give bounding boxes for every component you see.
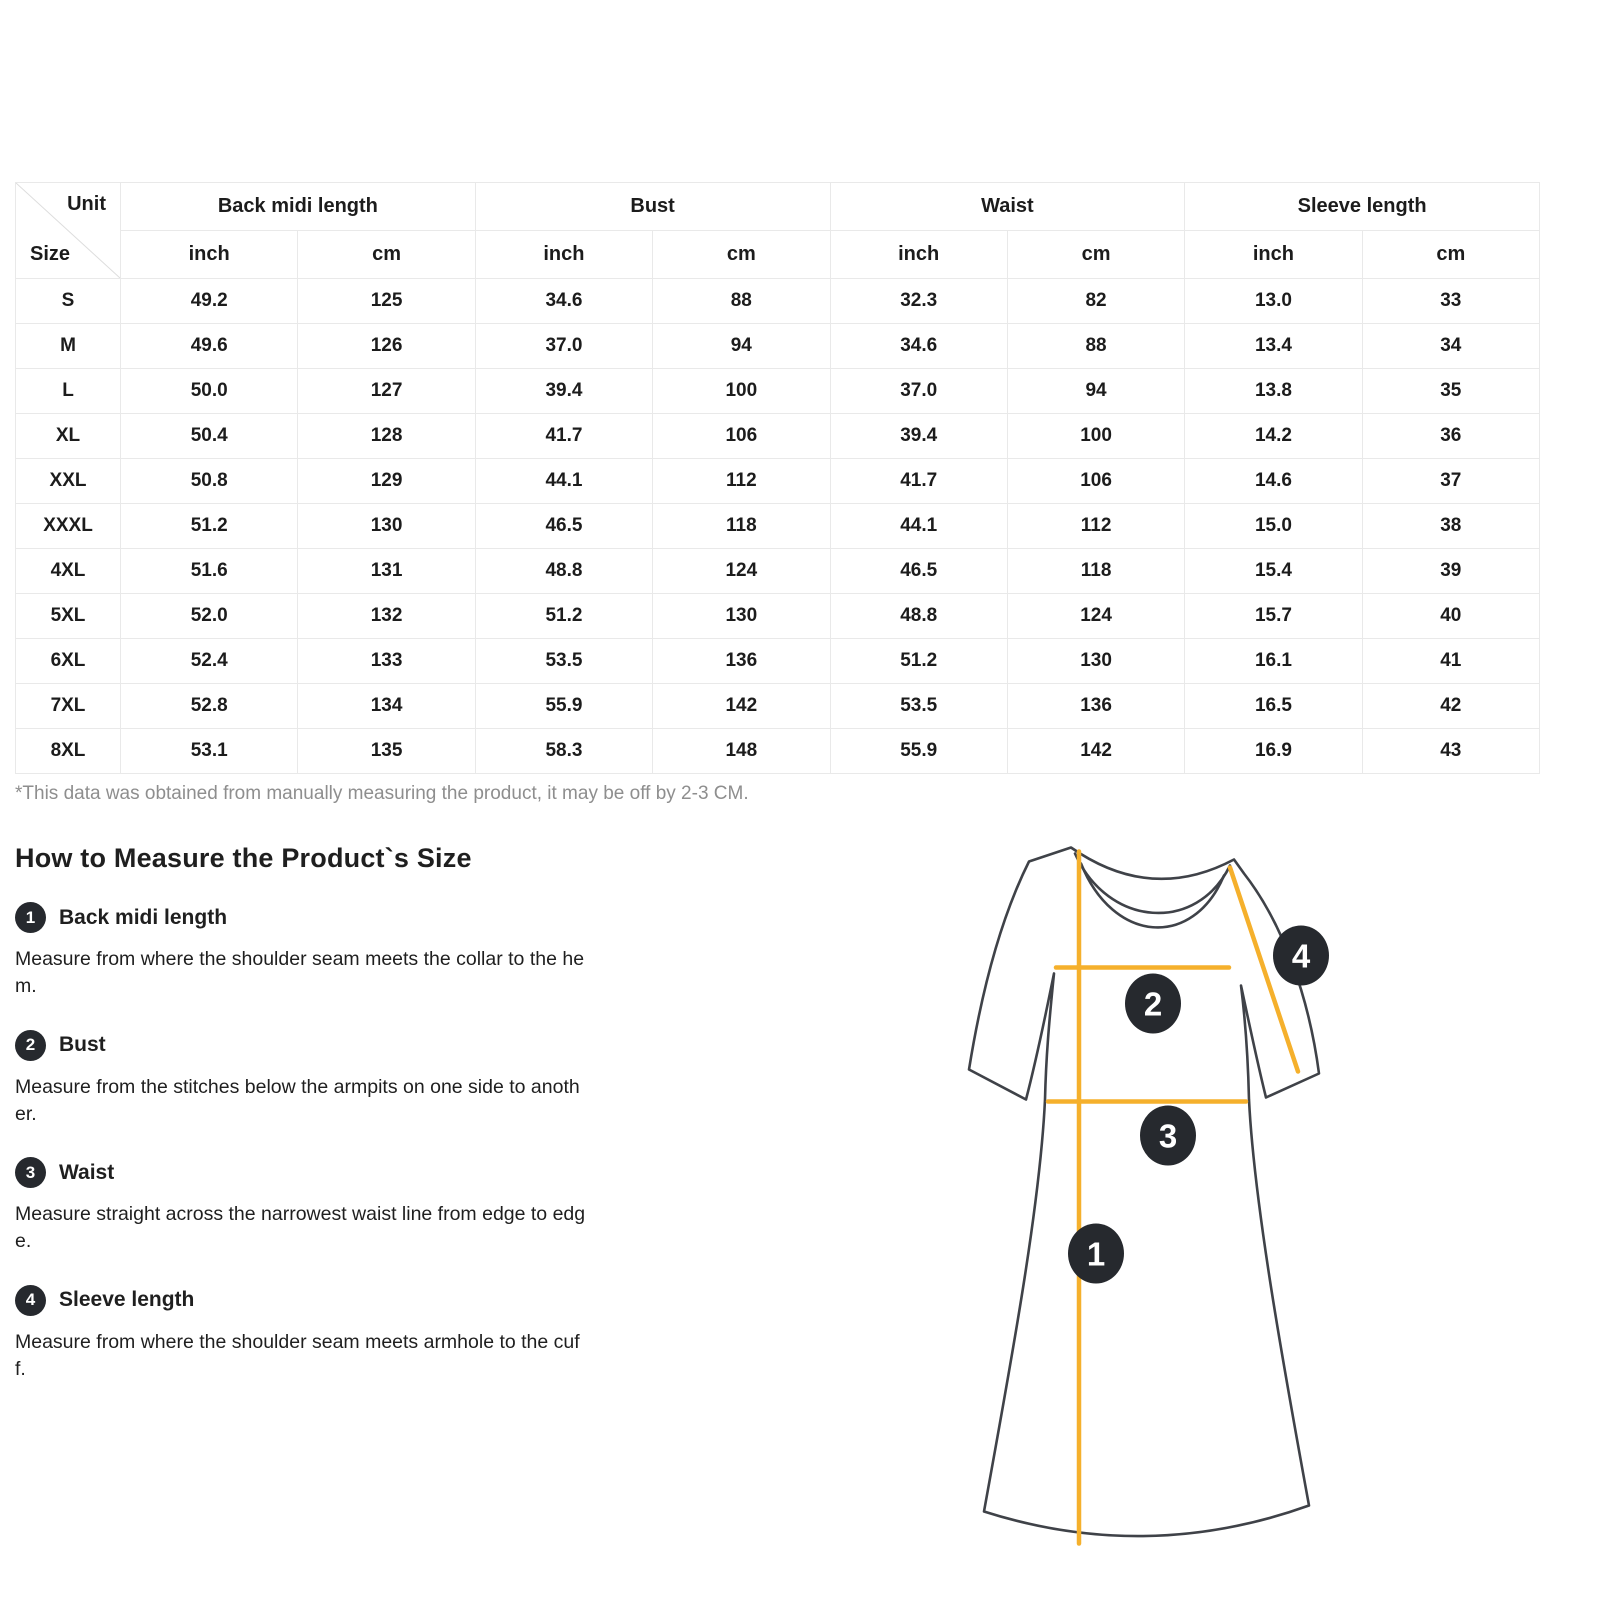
unit-header: cm <box>1007 231 1184 279</box>
step-label: Sleeve length <box>59 1288 195 1312</box>
size-label: 4XL <box>16 549 121 594</box>
measurement-value: 46.5 <box>830 549 1007 594</box>
measurement-value: 53.5 <box>830 684 1007 729</box>
measurement-value: 49.2 <box>121 279 298 324</box>
measure-marker-3 <box>1140 1106 1196 1166</box>
step-number-badge: 1 <box>15 902 46 933</box>
measurement-value: 44.1 <box>830 504 1007 549</box>
unit-header: inch <box>121 231 298 279</box>
column-group-back-midi-length: Back midi length <box>121 183 476 231</box>
measure-marker-4 <box>1273 926 1329 986</box>
measurement-value: 127 <box>298 369 475 414</box>
measurement-value: 136 <box>1007 684 1184 729</box>
corner-cell <box>16 183 121 279</box>
measurement-value: 130 <box>1007 639 1184 684</box>
size-label: XXXL <box>16 504 121 549</box>
measurement-value: 50.8 <box>121 459 298 504</box>
measurement-value: 36 <box>1362 414 1539 459</box>
measurement-value: 51.2 <box>830 639 1007 684</box>
table-row <box>16 729 1540 774</box>
measurement-value: 32.3 <box>830 279 1007 324</box>
measurement-value: 142 <box>653 684 830 729</box>
measurement-value: 41.7 <box>475 414 652 459</box>
measurement-value: 124 <box>1007 594 1184 639</box>
step-description: Measure from the stitches below the armpits on one side to another. <box>15 1075 580 1125</box>
measure-step-4 <box>15 1285 600 1384</box>
measurement-value: 16.1 <box>1185 639 1362 684</box>
measurement-value: 16.9 <box>1185 729 1362 774</box>
measurement-value: 46.5 <box>475 504 652 549</box>
table-row <box>16 639 1540 684</box>
measurement-value: 126 <box>298 324 475 369</box>
measurement-value: 55.9 <box>830 729 1007 774</box>
measurement-value: 112 <box>653 459 830 504</box>
measurement-value: 41.7 <box>830 459 1007 504</box>
step-description: Measure from where the shoulder seam meets the collar to the hem. <box>15 948 585 998</box>
step-header <box>15 1157 600 1188</box>
measurement-value: 106 <box>1007 459 1184 504</box>
step-description: Measure straight across the narrowest waist line from edge to edge. <box>15 1203 586 1253</box>
measurement-value: 43 <box>1362 729 1539 774</box>
table-row <box>16 549 1540 594</box>
table-row <box>16 684 1540 729</box>
measurement-value: 34 <box>1362 324 1539 369</box>
unit-header: cm <box>298 231 475 279</box>
section-title: How to Measure the Product`s Size <box>15 843 472 873</box>
measurement-value: 42 <box>1362 684 1539 729</box>
measurement-value: 39.4 <box>475 369 652 414</box>
measurement-value: 88 <box>653 279 830 324</box>
measurement-value: 50.0 <box>121 369 298 414</box>
measurement-value: 13.8 <box>1185 369 1362 414</box>
marker-number: 3 <box>1158 1117 1178 1155</box>
measurement-value: 14.2 <box>1185 414 1362 459</box>
table-row <box>16 459 1540 504</box>
size-label: 8XL <box>16 729 121 774</box>
measurement-disclaimer: *This data was obtained from manually measuring the product, it may be off by 2-3 CM. <box>15 783 749 804</box>
unit-header: inch <box>830 231 1007 279</box>
measure-guide-list <box>15 902 600 1383</box>
unit-header: inch <box>475 231 652 279</box>
measurement-value: 51.6 <box>121 549 298 594</box>
measurement-value: 33 <box>1362 279 1539 324</box>
measurement-value: 112 <box>1007 504 1184 549</box>
measurement-value: 34.6 <box>830 324 1007 369</box>
measurement-value: 82 <box>1007 279 1184 324</box>
measurement-value: 106 <box>653 414 830 459</box>
measurement-value: 16.5 <box>1185 684 1362 729</box>
measurement-value: 13.0 <box>1185 279 1362 324</box>
measurement-value: 34.6 <box>475 279 652 324</box>
step-number-badge: 2 <box>15 1030 46 1061</box>
unit-header: cm <box>653 231 830 279</box>
measurement-value: 39 <box>1362 549 1539 594</box>
step-label: Bust <box>59 1033 106 1057</box>
unit-header: cm <box>1362 231 1539 279</box>
table-row <box>16 279 1540 324</box>
measurement-value: 49.6 <box>121 324 298 369</box>
dress-diagram-svg <box>845 806 1490 1554</box>
size-label: M <box>16 324 121 369</box>
table-row <box>16 504 1540 549</box>
measurement-value: 37.0 <box>475 324 652 369</box>
measurement-value: 35 <box>1362 369 1539 414</box>
measurement-value: 52.8 <box>121 684 298 729</box>
column-group-sleeve-length: Sleeve length <box>1185 183 1540 231</box>
measurement-value: 39.4 <box>830 414 1007 459</box>
measurement-value: 133 <box>298 639 475 684</box>
measurement-value: 38 <box>1362 504 1539 549</box>
measurement-value: 51.2 <box>121 504 298 549</box>
table-row <box>16 324 1540 369</box>
measurement-value: 129 <box>298 459 475 504</box>
column-group-waist: Waist <box>830 183 1185 231</box>
size-label: S <box>16 279 121 324</box>
marker-number: 4 <box>1291 937 1311 975</box>
measurement-value: 130 <box>298 504 475 549</box>
measurement-value: 148 <box>653 729 830 774</box>
measurement-value: 37.0 <box>830 369 1007 414</box>
marker-number: 2 <box>1143 985 1163 1023</box>
measurement-value: 50.4 <box>121 414 298 459</box>
measurement-value: 15.0 <box>1185 504 1362 549</box>
measurement-value: 131 <box>298 549 475 594</box>
table-header-row-units <box>16 231 1540 279</box>
measure-step-2 <box>15 1030 600 1129</box>
size-label: 7XL <box>16 684 121 729</box>
measurement-value: 94 <box>653 324 830 369</box>
measurement-value: 132 <box>298 594 475 639</box>
measurement-value: 37 <box>1362 459 1539 504</box>
measurement-value: 41 <box>1362 639 1539 684</box>
table-row <box>16 369 1540 414</box>
column-group-bust: Bust <box>475 183 830 231</box>
measurement-value: 15.7 <box>1185 594 1362 639</box>
measurement-value: 55.9 <box>475 684 652 729</box>
measurement-value: 100 <box>1007 414 1184 459</box>
measurement-value: 135 <box>298 729 475 774</box>
measure-marker-1 <box>1068 1224 1124 1284</box>
step-number-badge: 4 <box>15 1285 46 1316</box>
dress-measurement-diagram <box>845 806 1490 1554</box>
step-header <box>15 1030 600 1061</box>
measurement-value: 15.4 <box>1185 549 1362 594</box>
measurement-value: 53.1 <box>121 729 298 774</box>
measurement-value: 94 <box>1007 369 1184 414</box>
step-label: Waist <box>59 1160 115 1184</box>
step-label: Back midi length <box>59 905 228 929</box>
unit-header: inch <box>1185 231 1362 279</box>
measurement-value: 128 <box>298 414 475 459</box>
table-row <box>16 594 1540 639</box>
measurement-value: 118 <box>1007 549 1184 594</box>
measurement-value: 52.0 <box>121 594 298 639</box>
measure-step-3 <box>15 1157 600 1256</box>
measurement-value: 124 <box>653 549 830 594</box>
measurement-value: 53.5 <box>475 639 652 684</box>
step-header <box>15 902 600 933</box>
corner-label-size: Size <box>30 243 71 265</box>
measurement-value: 134 <box>298 684 475 729</box>
step-header <box>15 1285 600 1316</box>
size-table <box>15 182 1540 774</box>
size-label: XXL <box>16 459 121 504</box>
measurement-value: 125 <box>298 279 475 324</box>
marker-number: 1 <box>1086 1235 1106 1273</box>
measurement-value: 40 <box>1362 594 1539 639</box>
table-header-row-groups <box>16 183 1540 231</box>
size-label: 6XL <box>16 639 121 684</box>
measurement-value: 130 <box>653 594 830 639</box>
measurement-value: 44.1 <box>475 459 652 504</box>
dress-outline <box>969 848 1319 1537</box>
measurement-value: 52.4 <box>121 639 298 684</box>
corner-label-unit: Unit <box>67 193 106 215</box>
measurement-value: 142 <box>1007 729 1184 774</box>
size-label: L <box>16 369 121 414</box>
size-label: 5XL <box>16 594 121 639</box>
table-row <box>16 414 1540 459</box>
step-number-badge: 3 <box>15 1157 46 1188</box>
size-label: XL <box>16 414 121 459</box>
measurement-value: 51.2 <box>475 594 652 639</box>
measurement-value: 13.4 <box>1185 324 1362 369</box>
measurement-value: 100 <box>653 369 830 414</box>
measurement-value: 136 <box>653 639 830 684</box>
measurement-value: 48.8 <box>475 549 652 594</box>
measure-marker-2 <box>1125 974 1181 1034</box>
measurement-value: 48.8 <box>830 594 1007 639</box>
measurement-value: 58.3 <box>475 729 652 774</box>
measurement-value: 14.6 <box>1185 459 1362 504</box>
measurement-value: 88 <box>1007 324 1184 369</box>
measure-step-1 <box>15 902 600 1001</box>
measurement-value: 118 <box>653 504 830 549</box>
step-description: Measure from where the shoulder seam meets armhole to the cuff. <box>15 1330 580 1381</box>
